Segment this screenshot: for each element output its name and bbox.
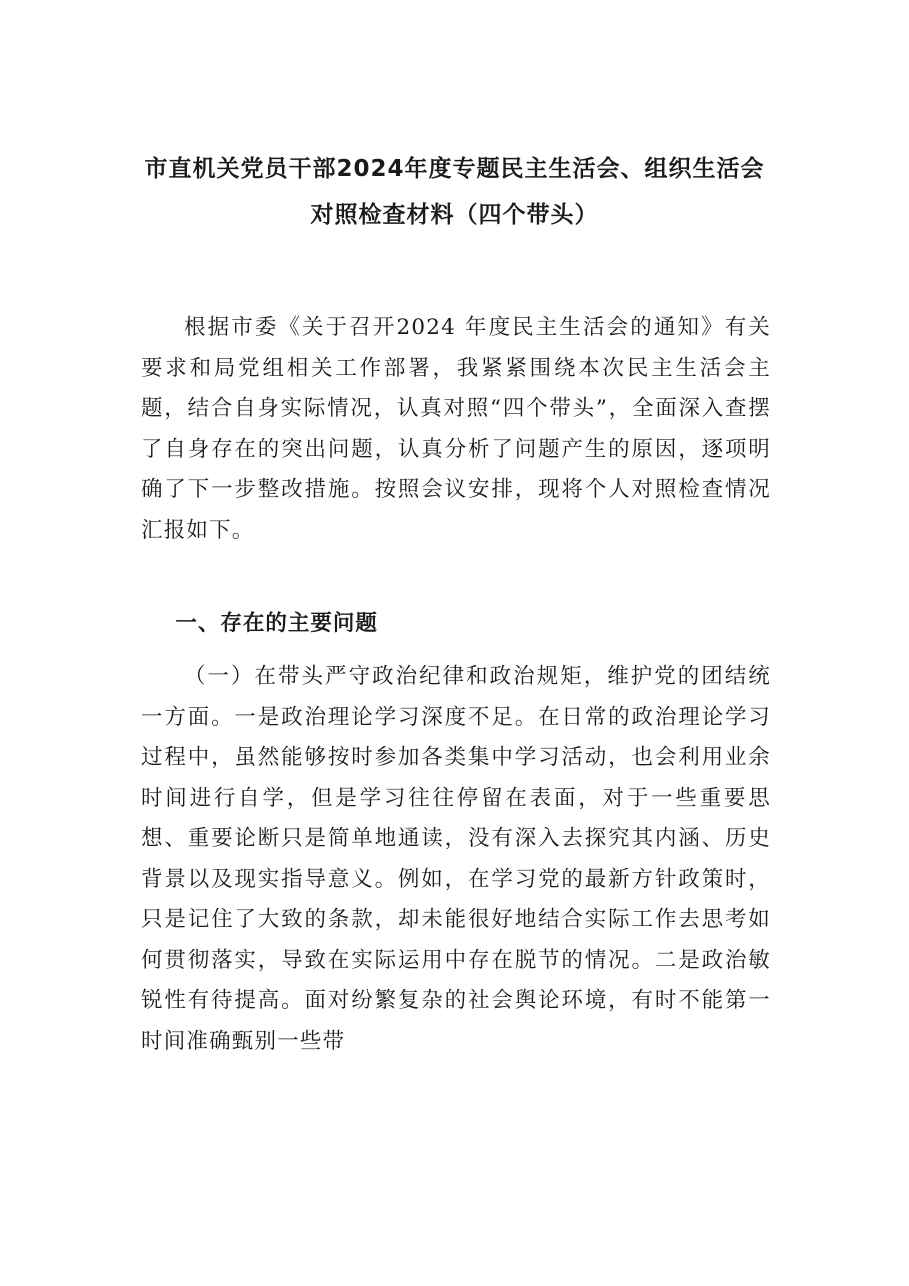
- document-title: [0, 146, 909, 238]
- section-heading: 一、存在的主要问题: [175, 611, 378, 636]
- title-line-1: 市直机关党员干部2024年度专题民主生活会、组织生活会: [144, 156, 765, 182]
- intro-paragraph: 根据市委《关于召开2024 年度民主生活会的通知》有关要求和局党组相关工作部署，我紧紧围绕本次民主生活会主题，结合自身实际情况，认真对照“四个带头”，全面深入查摆了自身存在的突出问题，认真分析了问题产生的原因，逐项明确了下一步整改措施。按照会议安排，现将个人对照检查情况汇报如下。: [141, 315, 771, 543]
- section-paragraph: （一）在带头严守政治纪律和政治规矩，维护党的团结统一方面。一是政治理论学习深度不足。在日常的政治理论学习过程中，虽然能够按时参加各类集中学习活动，也会利用业余时间进行自学，但是学习往往停留在表面，对于一些重要思想、重要论断只是简单地通读，没有深入去探究其内涵、历史背景以及现实指导意义。例如，在学习党的最新方针政策时，只是记住了大致的条款，却未能很好地结合实际工作去思考如何贯彻落实，导致在实际运用中存在脱节的情况。二是政治敏锐性有待提高。面对纷繁复杂的社会舆论环境，有时不能第一时间准确甄别一些带: [141, 664, 771, 1054]
- title-line-2: 对照检查材料（四个带头）: [310, 202, 599, 228]
